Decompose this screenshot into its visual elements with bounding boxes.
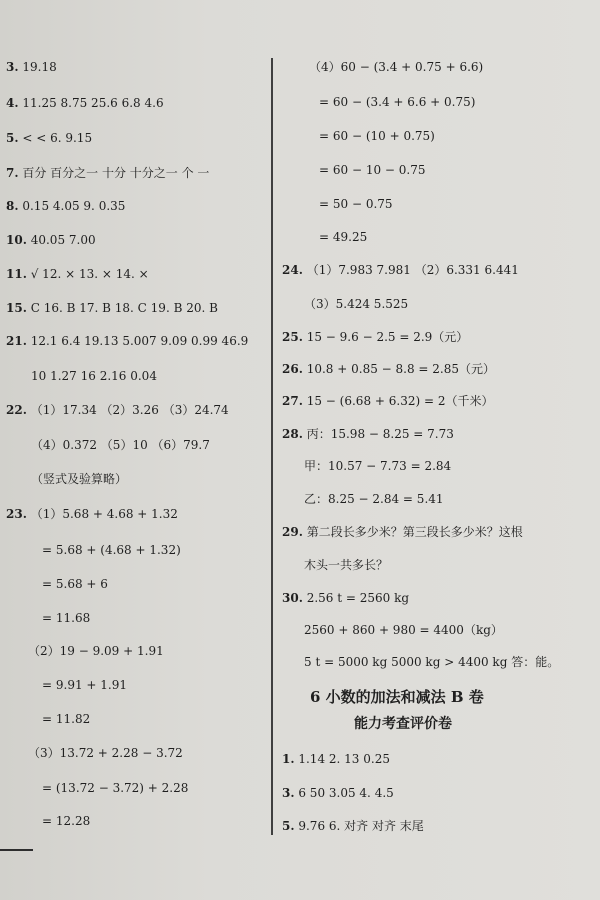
- line-text: 丙：15.98 − 8.25 = 7.73: [306, 427, 454, 441]
- line-text: 6 50 3.05 4. 4.5: [298, 786, 394, 800]
- right-line: [282, 590, 409, 606]
- section-subtitle: 能力考查评价卷: [354, 716, 452, 732]
- right-line: [282, 262, 519, 278]
- problem-number: 15.: [6, 301, 27, 315]
- line-text: 11.25 8.75 25.6 6.8 4.6: [22, 96, 164, 110]
- problem-number: 3.: [282, 786, 295, 800]
- line-text: 9.76 6. 对齐 对齐 末尾: [298, 819, 424, 833]
- line-text: 5 t = 5000 kg 5000 kg > 4400 kg 答：能。: [304, 655, 560, 669]
- right-line: [282, 818, 424, 834]
- line-text: 2.56 t = 2560 kg: [306, 591, 410, 605]
- line-text: √ 12. × 13. × 14. ×: [30, 267, 149, 281]
- column-divider: [271, 58, 273, 835]
- left-line: [42, 576, 108, 592]
- line-text: （竖式及验算略）: [31, 472, 128, 486]
- right-line: [319, 128, 435, 144]
- left-line: [42, 813, 90, 829]
- line-text: = 50 − 0.75: [319, 197, 393, 211]
- problem-number: 8.: [6, 199, 19, 213]
- line-text: 2560 + 860 + 980 = 4400（kg）: [304, 623, 503, 637]
- line-text: 乙：8.25 − 2.84 = 5.41: [304, 492, 444, 506]
- line-text: （3）13.72 + 2.28 − 3.72: [28, 746, 183, 760]
- line-text: 10 1.27 16 2.16 0.04: [31, 369, 157, 383]
- problem-number: 1.: [282, 752, 295, 766]
- right-line: [304, 491, 444, 507]
- right-line: [304, 458, 451, 474]
- line-text: = 5.68 + 6: [42, 577, 108, 591]
- problem-number: 28.: [282, 427, 303, 441]
- right-line: [309, 59, 483, 75]
- left-line: [31, 368, 157, 384]
- line-text: = 60 − (3.4 + 6.6 + 0.75): [319, 95, 476, 109]
- line-text: = 60 − 10 − 0.75: [319, 163, 426, 177]
- right-line: [304, 557, 388, 573]
- page-corner-stroke: [0, 849, 33, 851]
- line-text: 10.8 + 0.85 − 8.8 = 2.85（元）: [306, 362, 496, 376]
- line-text: （1）5.68 + 4.68 + 1.32: [30, 507, 178, 521]
- right-line: [304, 622, 503, 638]
- right-line: [282, 751, 390, 767]
- left-line: [6, 232, 96, 248]
- left-line: [6, 300, 218, 316]
- line-text: = (13.72 − 3.72) + 2.28: [42, 781, 189, 795]
- line-text: = 9.91 + 1.91: [42, 678, 127, 692]
- right-line: [282, 393, 493, 409]
- right-line: [319, 196, 393, 212]
- line-text: = 5.68 + (4.68 + 1.32): [42, 543, 181, 557]
- left-line: [6, 165, 209, 181]
- left-line: [28, 745, 183, 761]
- problem-number: 11.: [6, 267, 27, 281]
- left-line: [31, 437, 210, 453]
- right-line: [282, 329, 468, 345]
- problem-number: 24.: [282, 263, 303, 277]
- line-text: （1）7.983 7.981 （2）6.331 6.441: [306, 263, 519, 277]
- line-text: 第二段长多少米？第三段长多少米？这根: [306, 525, 523, 539]
- left-line: [6, 333, 248, 349]
- left-line: [6, 402, 229, 418]
- line-text: （4）60 − (3.4 + 0.75 + 6.6): [309, 60, 484, 74]
- right-line: [319, 229, 367, 245]
- section-title: 6 小数的加法和减法 B 卷: [310, 688, 484, 706]
- problem-number: 29.: [282, 525, 303, 539]
- line-text: 40.05 7.00: [30, 233, 96, 247]
- line-text: 12.1 6.4 19.13 5.007 9.09 0.99 46.9: [30, 334, 249, 348]
- left-line: [6, 266, 149, 282]
- right-line: [319, 162, 426, 178]
- line-text: 15 − 9.6 − 2.5 = 2.9（元）: [306, 330, 469, 344]
- problem-number: 25.: [282, 330, 303, 344]
- left-line: [42, 711, 90, 727]
- problem-number: 26.: [282, 362, 303, 376]
- line-text: 15 − (6.68 + 6.32) = 2（千米）: [306, 394, 494, 408]
- right-line: [282, 426, 454, 442]
- left-line: [6, 130, 92, 146]
- left-line: [42, 780, 188, 796]
- right-line: [282, 785, 394, 801]
- left-line: [31, 471, 127, 487]
- left-line: [42, 677, 127, 693]
- problem-number: 5.: [282, 819, 295, 833]
- right-line: [319, 94, 475, 110]
- line-text: = 12.28: [42, 814, 91, 828]
- line-text: 百分 百分之一 十分 十分之一 个 一: [22, 166, 210, 180]
- line-text: = 11.82: [42, 712, 91, 726]
- line-text: = 60 − (10 + 0.75): [319, 129, 435, 143]
- left-line: [42, 610, 90, 626]
- left-line: [6, 59, 57, 75]
- line-text: 木头一共多长？: [304, 558, 389, 572]
- left-line: [42, 542, 181, 558]
- left-line: [6, 198, 125, 214]
- line-text: = 49.25: [319, 230, 368, 244]
- line-text: 1.14 2. 13 0.25: [298, 752, 390, 766]
- problem-number: 4.: [6, 96, 19, 110]
- left-line: [6, 95, 164, 111]
- problem-number: 22.: [6, 403, 27, 417]
- right-line: [282, 524, 523, 540]
- problem-number: 5.: [6, 131, 19, 145]
- left-line: [28, 643, 164, 659]
- problem-number: 27.: [282, 394, 303, 408]
- line-text: （1）17.34 （2）3.26 （3）24.74: [30, 403, 229, 417]
- problem-number: 21.: [6, 334, 27, 348]
- problem-number: 23.: [6, 507, 27, 521]
- line-text: （4）0.372 （5）10 （6）79.7: [31, 438, 210, 452]
- line-text: 甲：10.57 − 7.73 = 2.84: [304, 459, 452, 473]
- left-line: [6, 506, 178, 522]
- problem-number: 30.: [282, 591, 303, 605]
- problem-number: 3.: [6, 60, 19, 74]
- problem-number: 10.: [6, 233, 27, 247]
- line-text: （2）19 − 9.09 + 1.91: [28, 644, 164, 658]
- problem-number: 7.: [6, 166, 19, 180]
- right-line: [304, 296, 408, 312]
- line-text: （3）5.424 5.525: [304, 297, 409, 311]
- line-text: = 11.68: [42, 611, 91, 625]
- line-text: < < 6. 9.15: [22, 131, 93, 145]
- line-text: 0.15 4.05 9. 0.35: [22, 199, 126, 213]
- line-text: C 16. B 17. B 18. C 19. B 20. B: [30, 301, 218, 315]
- line-text: 19.18: [22, 60, 57, 74]
- right-line: [304, 654, 559, 670]
- right-line: [282, 361, 495, 377]
